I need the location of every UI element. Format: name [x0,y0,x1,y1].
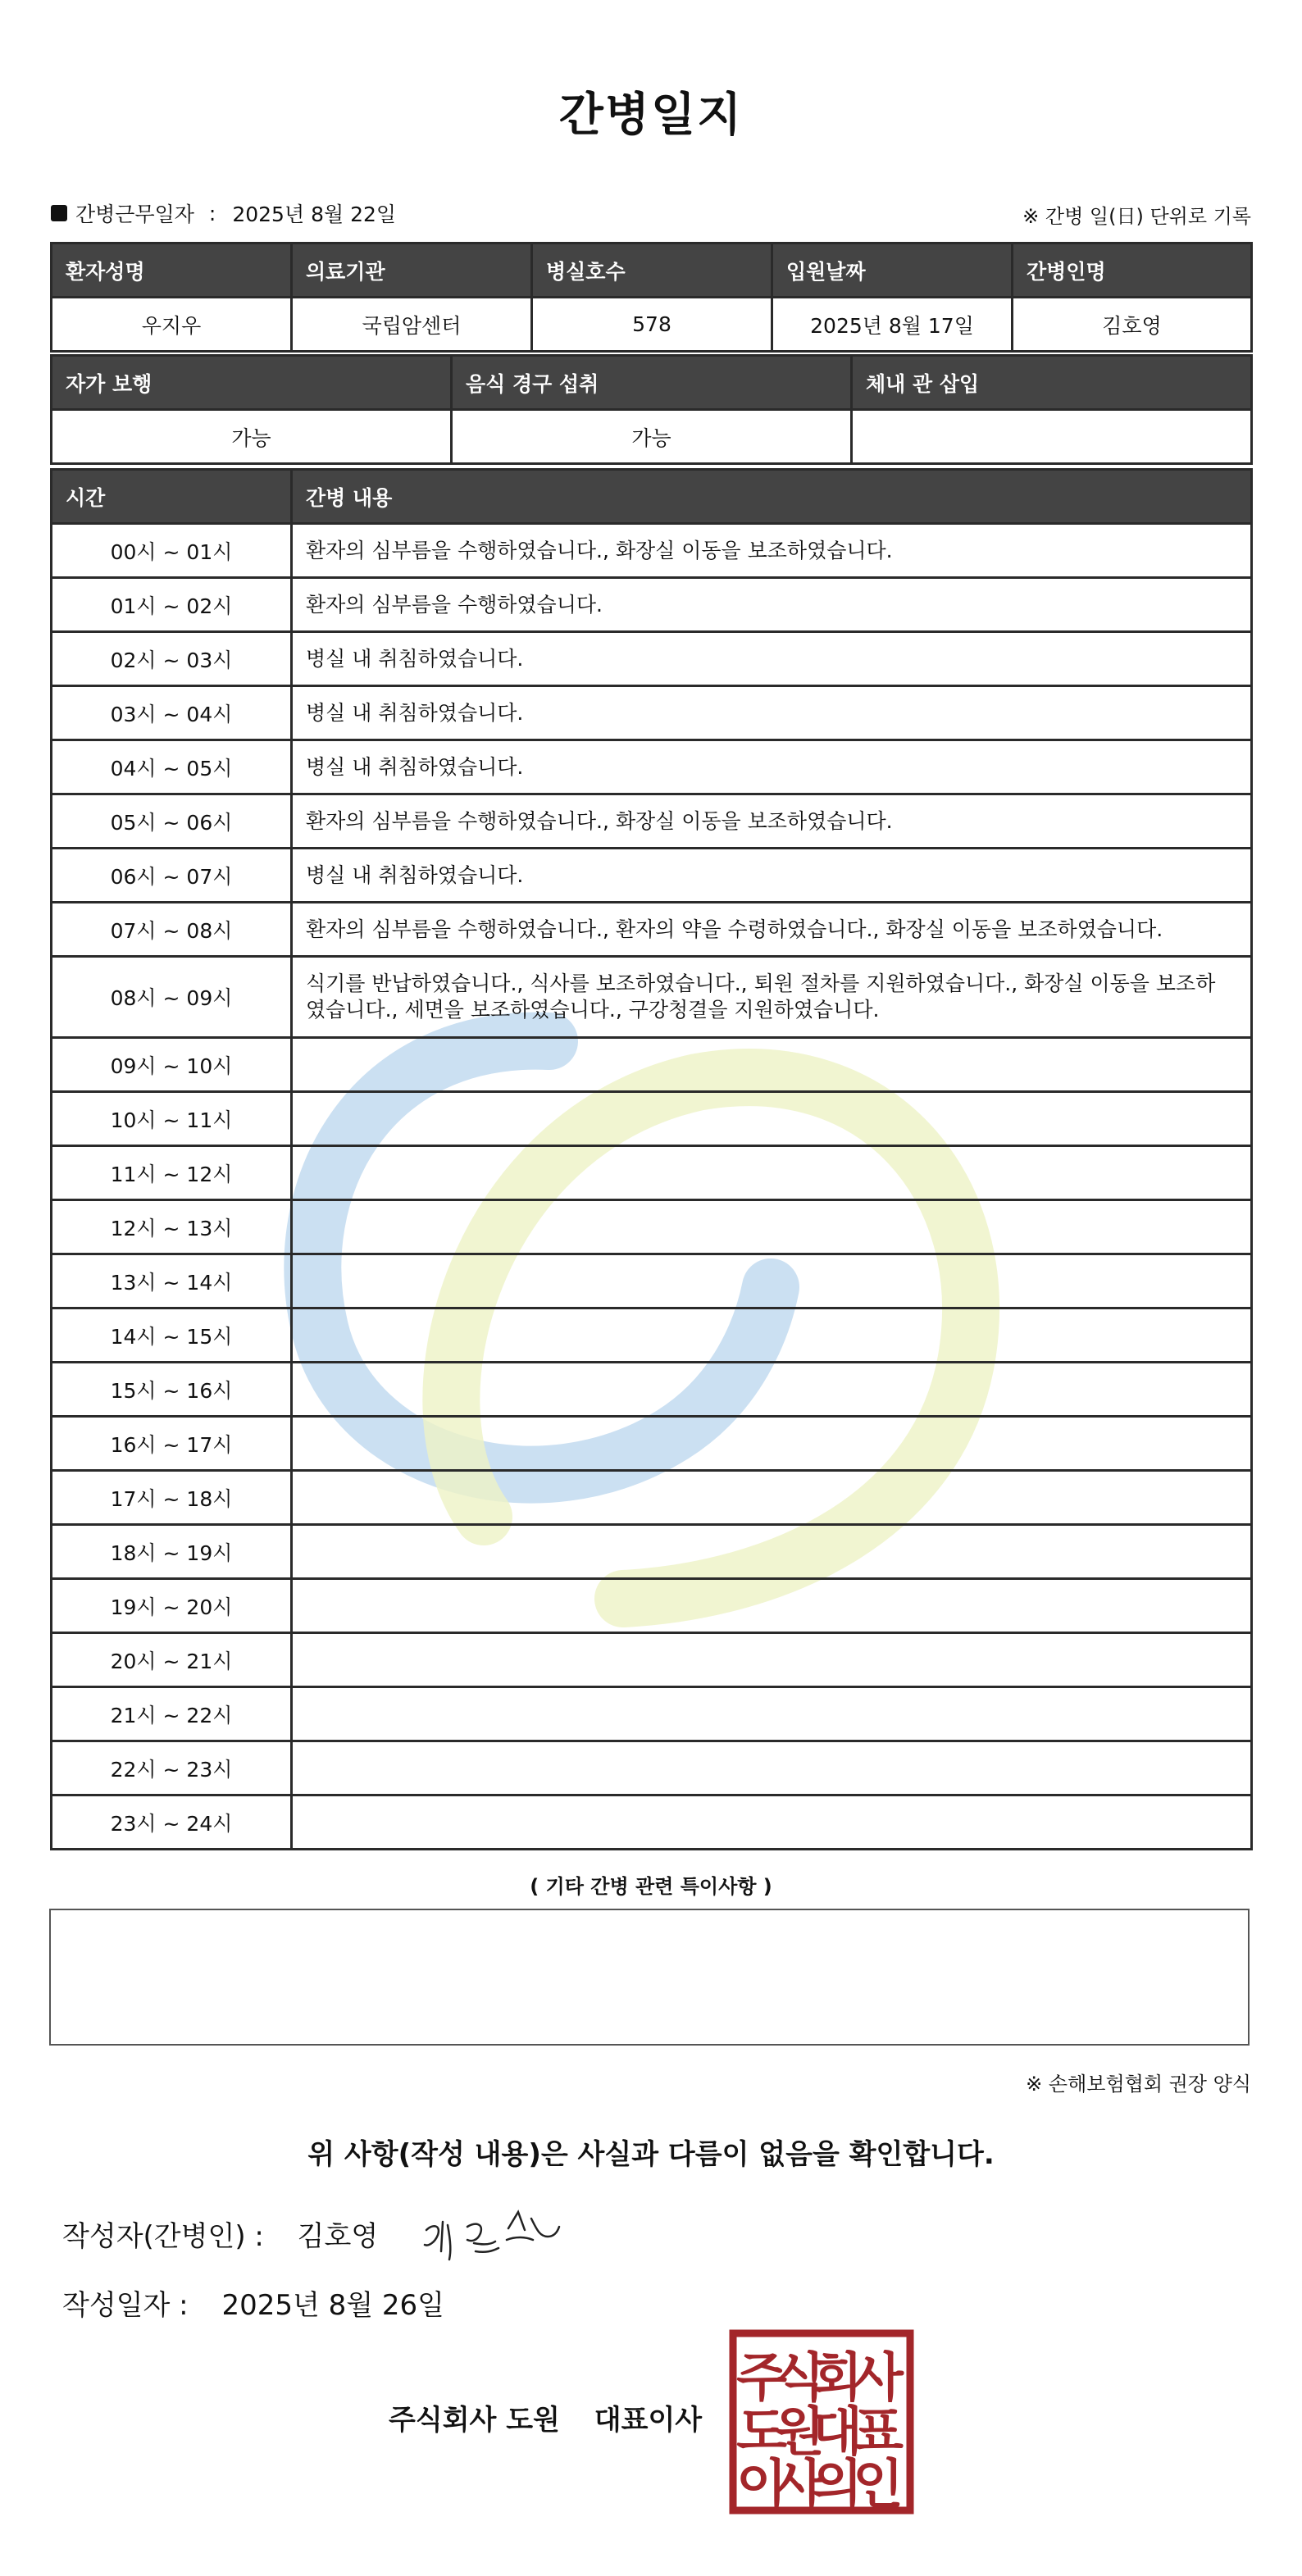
time-slot: 22시 ~ 23시 [52,1741,292,1795]
care-content [292,1038,1252,1092]
header-admission-date: 입원날짜 [772,243,1013,298]
svg-text:사: 사 [853,2348,904,2409]
time-slot: 05시 ~ 06시 [52,794,292,849]
status-info-table [50,354,1253,465]
svg-text:대: 대 [812,2402,863,2463]
care-content [292,1254,1252,1308]
table-row [52,524,1252,578]
time-slot: 19시 ~ 20시 [52,1579,292,1633]
time-slot: 08시 ~ 09시 [52,957,292,1038]
handwritten-signature [417,2194,572,2276]
patient-info-table [50,242,1253,353]
writer-label: 작성자(간병인) : [62,2220,264,2253]
care-content [292,1525,1252,1579]
care-content: 환자의 심부름을 수행하였습니다., 환자의 약을 수령하였습니다., 화장실 이동을 보조하였습니다. [292,903,1252,957]
work-date-value: 2025년 8월 22일 [232,203,397,226]
svg-text:인: 인 [853,2455,904,2515]
table-row [52,1741,1252,1795]
header-care-content: 간병 내용 [292,470,1252,524]
time-slot: 12시 ~ 13시 [52,1200,292,1254]
header-oral-intake: 음식 경구 섭취 [452,356,852,410]
table-row [52,632,1252,686]
care-content [292,1092,1252,1146]
table-row [52,1795,1252,1850]
written-date-value: 2025년 8월 26일 [221,2289,445,2322]
time-slot: 02시 ~ 03시 [52,632,292,686]
time-slot: 07시 ~ 08시 [52,903,292,957]
header-room-number: 병실호수 [532,243,772,298]
caregiver-name-value: 김호영 [1013,298,1252,352]
care-content [292,1363,1252,1417]
svg-text:식: 식 [774,2348,825,2409]
tube-insertion-value [852,410,1252,464]
table-row [52,1471,1252,1525]
bullet-square-icon [51,205,67,221]
time-slot: 14시 ~ 15시 [52,1308,292,1363]
table-row [52,1363,1252,1417]
room-number-value: 578 [532,298,772,352]
writer-name: 김호영 [297,2220,379,2253]
hospital-value: 국립암센터 [292,298,532,352]
patient-name-value: 우지우 [52,298,292,352]
care-content: 식기를 반납하였습니다., 식사를 보조하였습니다., 퇴원 절차를 지원하였습니다., 화장실 이동을 보조하였습니다., 세면을 보조하였습니다., 구강청결을 지원하였습니다. [292,957,1252,1038]
company-signature-line [389,2397,702,2437]
company-seal-stamp [728,2328,915,2515]
care-content: 환자의 심부름을 수행하였습니다., 화장실 이동을 보조하였습니다. [292,794,1252,849]
header-patient-name: 환자성명 [52,243,292,298]
svg-text:표: 표 [853,2402,904,2463]
care-log-table [50,468,1253,1850]
header-tube-insertion: 체내 관 삽입 [852,356,1252,410]
table-row [52,1308,1252,1363]
table-row [52,1525,1252,1579]
care-log-body [52,524,1252,1850]
care-content [292,1146,1252,1200]
table-row [52,1200,1252,1254]
care-content [292,1200,1252,1254]
care-content: 병실 내 취침하였습니다. [292,740,1252,794]
form-source-note: ※ 손해보험협회 권장 양식 [1026,2073,1251,2096]
time-slot: 21시 ~ 22시 [52,1687,292,1741]
time-slot: 06시 ~ 07시 [52,849,292,903]
work-date-label: 간병근무일자 [75,203,194,226]
header-hospital: 의료기관 [292,243,532,298]
svg-text:도: 도 [736,2402,787,2463]
notes-title: ( 기타 간병 관련 특이사항 ) [530,1875,772,1898]
table-row [52,1687,1252,1741]
header-time: 시간 [52,470,292,524]
svg-text:원: 원 [774,2402,825,2463]
time-slot: 13시 ~ 14시 [52,1254,292,1308]
table-row [52,1633,1252,1687]
care-content: 환자의 심부름을 수행하였습니다. [292,578,1252,632]
table-row [52,740,1252,794]
table-row [52,1092,1252,1146]
table-row [52,1146,1252,1200]
writer-line [62,2214,378,2254]
care-content [292,1471,1252,1525]
self-walking-value: 가능 [52,410,452,464]
table-row [52,686,1252,740]
time-slot: 10시 ~ 11시 [52,1092,292,1146]
care-content [292,1633,1252,1687]
work-date-line [51,198,396,228]
time-slot: 03시 ~ 04시 [52,686,292,740]
care-content [292,1795,1252,1850]
time-slot: 01시 ~ 02시 [52,578,292,632]
table-row [52,849,1252,903]
table-row [52,903,1252,957]
care-content [292,1308,1252,1363]
table-row [52,1038,1252,1092]
oral-intake-value: 가능 [452,410,852,464]
time-slot: 00시 ~ 01시 [52,524,292,578]
care-content: 병실 내 취침하였습니다. [292,686,1252,740]
table-row [52,794,1252,849]
care-content: 병실 내 취침하였습니다. [292,632,1252,686]
table-row [52,1417,1252,1471]
header-caregiver-name: 간병인명 [1013,243,1252,298]
time-slot: 17시 ~ 18시 [52,1471,292,1525]
care-content: 병실 내 취침하였습니다. [292,849,1252,903]
care-content [292,1741,1252,1795]
svg-text:이: 이 [736,2455,787,2515]
record-unit-note: ※ 간병 일(日) 단위로 기록 [1022,205,1251,228]
svg-text:회: 회 [812,2348,863,2409]
page-title: 간병일지 [558,89,744,142]
written-date-line [62,2282,444,2323]
table-row [52,578,1252,632]
svg-text:주: 주 [736,2348,787,2409]
representative-title: 대표이사 [594,2404,703,2437]
care-content: 환자의 심부름을 수행하였습니다., 화장실 이동을 보조하였습니다. [292,524,1252,578]
svg-text:사: 사 [774,2455,825,2515]
time-slot: 15시 ~ 16시 [52,1363,292,1417]
header-self-walking: 자가 보행 [52,356,452,410]
care-content [292,1687,1252,1741]
time-slot: 18시 ~ 19시 [52,1525,292,1579]
time-slot: 11시 ~ 12시 [52,1146,292,1200]
time-slot: 04시 ~ 05시 [52,740,292,794]
care-content [292,1417,1252,1471]
admission-date-value: 2025년 8월 17일 [772,298,1013,352]
company-name: 주식회사 도원 [389,2404,560,2437]
written-date-label: 작성일자 : [62,2289,189,2322]
svg-text:의: 의 [812,2455,863,2515]
notes-box [49,1909,1250,2046]
time-slot: 20시 ~ 21시 [52,1633,292,1687]
table-row [52,1579,1252,1633]
time-slot: 23시 ~ 24시 [52,1795,292,1850]
table-row [52,1254,1252,1308]
care-content [292,1579,1252,1633]
work-date-separator: : [208,201,216,225]
time-slot: 09시 ~ 10시 [52,1038,292,1092]
table-row [52,957,1252,1038]
confirmation-statement: 위 사항(작성 내용)은 사실과 다름이 없음을 확인합니다. [307,2138,995,2171]
time-slot: 16시 ~ 17시 [52,1417,292,1471]
